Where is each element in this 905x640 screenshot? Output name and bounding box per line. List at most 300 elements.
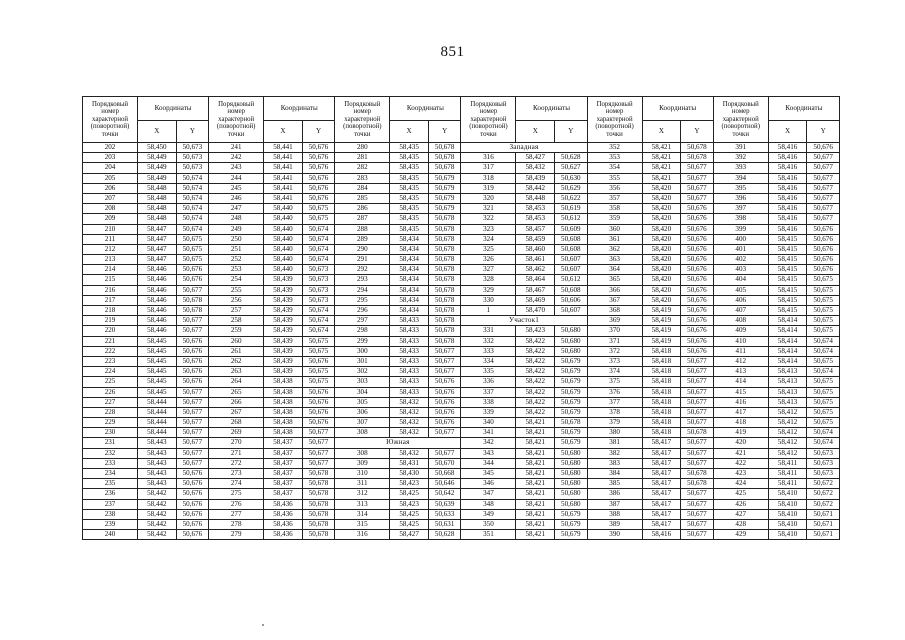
x-coordinate-cell: 58,416	[768, 153, 807, 163]
y-coordinate-cell: 50,678	[176, 295, 209, 305]
point-number-cell: 273	[209, 469, 264, 479]
y-coordinate-cell: 50,678	[428, 306, 461, 316]
x-coordinate-cell: 58,441	[264, 173, 303, 183]
x-coordinate-cell: 58,421	[642, 163, 681, 173]
table-row	[83, 530, 840, 540]
point-number-cell: 410	[713, 336, 768, 346]
y-coordinate-cell: 50,678	[428, 275, 461, 285]
y-coordinate-cell: 50,674	[176, 183, 209, 193]
x-coordinate-cell: 58,415	[768, 295, 807, 305]
y-coordinate-cell: 50,673	[302, 285, 335, 295]
x-coordinate-cell: 58,446	[138, 306, 177, 316]
point-number-cell: 396	[713, 193, 768, 203]
point-number-cell: 238	[83, 509, 138, 519]
header-y: Y	[176, 121, 209, 143]
point-number-cell: 418	[713, 418, 768, 428]
point-number-cell: 371	[587, 336, 642, 346]
point-number-cell: 214	[83, 265, 138, 275]
point-number-cell: 236	[83, 489, 138, 499]
y-coordinate-cell: 50,675	[302, 367, 335, 377]
point-number-cell: 237	[83, 499, 138, 509]
x-coordinate-cell: 58,412	[768, 407, 807, 417]
y-coordinate-cell: 50,677	[428, 448, 461, 458]
point-number-cell: 394	[713, 173, 768, 183]
y-coordinate-cell: 50,677	[681, 356, 714, 366]
point-number-cell: 266	[209, 397, 264, 407]
point-number-cell: 252	[209, 255, 264, 265]
point-number-cell: 383	[587, 458, 642, 468]
y-coordinate-cell: 50,676	[302, 153, 335, 163]
y-coordinate-cell: 50,607	[555, 265, 588, 275]
table-row	[83, 265, 840, 275]
x-coordinate-cell: 58,461	[516, 255, 555, 265]
point-number-cell: 231	[83, 438, 138, 448]
y-coordinate-cell: 50,676	[176, 489, 209, 499]
y-coordinate-cell: 50,675	[176, 234, 209, 244]
x-coordinate-cell: 58,447	[138, 224, 177, 234]
x-coordinate-cell: 58,439	[264, 275, 303, 285]
point-number-cell: 300	[335, 346, 390, 356]
y-coordinate-cell: 50,676	[302, 193, 335, 203]
x-coordinate-cell: 58,437	[264, 438, 303, 448]
y-coordinate-cell: 50,646	[428, 479, 461, 489]
point-number-cell: 412	[713, 356, 768, 366]
point-number-cell: 206	[83, 183, 138, 193]
x-coordinate-cell: 58,445	[138, 336, 177, 346]
x-coordinate-cell: 58,445	[138, 377, 177, 387]
y-coordinate-cell: 50,678	[428, 265, 461, 275]
x-coordinate-cell: 58,440	[264, 214, 303, 224]
point-number-cell: 258	[209, 316, 264, 326]
x-coordinate-cell: 58,446	[138, 326, 177, 336]
y-coordinate-cell: 50,674	[807, 438, 840, 448]
table-header	[83, 97, 840, 143]
point-number-cell: 251	[209, 244, 264, 254]
header-point-number: Порядковый номер характерной (поворотной) точки	[209, 97, 264, 143]
point-number-cell: 277	[209, 509, 264, 519]
y-coordinate-cell: 50,673	[302, 295, 335, 305]
point-number-cell: 380	[587, 428, 642, 438]
y-coordinate-cell: 50,677	[681, 438, 714, 448]
x-coordinate-cell: 58,432	[390, 407, 429, 417]
point-number-cell: 309	[335, 458, 390, 468]
x-coordinate-cell: 58,435	[390, 214, 429, 224]
point-number-cell: 219	[83, 316, 138, 326]
point-number-cell: 357	[587, 193, 642, 203]
table-row	[83, 306, 840, 316]
y-coordinate-cell: 50,678	[302, 519, 335, 529]
y-coordinate-cell: 50,677	[681, 397, 714, 407]
y-coordinate-cell: 50,675	[302, 377, 335, 387]
point-number-cell: 306	[335, 407, 390, 417]
point-number-cell: 240	[83, 530, 138, 540]
y-coordinate-cell: 50,677	[681, 173, 714, 183]
x-coordinate-cell: 58,417	[642, 469, 681, 479]
x-coordinate-cell: 58,414	[768, 346, 807, 356]
x-coordinate-cell: 58,441	[264, 183, 303, 193]
y-coordinate-cell: 50,679	[555, 356, 588, 366]
header-point-number: Порядковый номер характерной (поворотной) точки	[461, 97, 516, 143]
header-x: X	[390, 121, 429, 143]
y-coordinate-cell: 50,674	[176, 224, 209, 234]
y-coordinate-cell: 50,680	[555, 346, 588, 356]
table-row	[83, 397, 840, 407]
x-coordinate-cell: 58,449	[138, 153, 177, 163]
x-coordinate-cell: 58,438	[264, 418, 303, 428]
y-coordinate-cell: 50,674	[807, 367, 840, 377]
y-coordinate-cell: 50,609	[555, 224, 588, 234]
y-coordinate-cell: 50,676	[176, 367, 209, 377]
header-coordinates: Координаты	[768, 97, 839, 121]
x-coordinate-cell: 58,415	[768, 234, 807, 244]
point-number-cell: 210	[83, 224, 138, 234]
table-row	[83, 173, 840, 183]
x-coordinate-cell: 58,420	[642, 214, 681, 224]
x-coordinate-cell: 58,438	[264, 397, 303, 407]
x-coordinate-cell: 58,422	[516, 387, 555, 397]
y-coordinate-cell: 50,676	[807, 255, 840, 265]
point-number-cell: 263	[209, 367, 264, 377]
point-number-cell: 317	[461, 163, 516, 173]
point-number-cell: 417	[713, 407, 768, 417]
x-coordinate-cell: 58,417	[642, 438, 681, 448]
point-number-cell: 202	[83, 143, 138, 153]
y-coordinate-cell: 50,676	[302, 356, 335, 366]
x-coordinate-cell: 58,433	[390, 336, 429, 346]
x-coordinate-cell: 58,434	[390, 234, 429, 244]
x-coordinate-cell: 58,421	[516, 499, 555, 509]
table-row	[83, 204, 840, 214]
point-number-cell: 316	[335, 530, 390, 540]
x-coordinate-cell: 58,433	[390, 316, 429, 326]
table-row	[83, 316, 840, 326]
x-coordinate-cell: 58,416	[768, 183, 807, 193]
point-number-cell: 292	[335, 265, 390, 275]
point-number-cell: 342	[461, 438, 516, 448]
point-number-cell: 424	[713, 479, 768, 489]
point-number-cell: 390	[587, 530, 642, 540]
y-coordinate-cell: 50,677	[176, 326, 209, 336]
point-number-cell: 318	[461, 173, 516, 183]
point-number-cell: 392	[713, 153, 768, 163]
point-number-cell: 1	[461, 306, 516, 316]
y-coordinate-cell: 50,675	[302, 336, 335, 346]
table-row	[83, 458, 840, 468]
table-row	[83, 479, 840, 489]
point-number-cell: 326	[461, 255, 516, 265]
x-coordinate-cell: 58,423	[390, 499, 429, 509]
point-number-cell: 409	[713, 326, 768, 336]
x-coordinate-cell: 58,423	[516, 326, 555, 336]
y-coordinate-cell: 50,679	[555, 509, 588, 519]
point-number-cell: 352	[587, 143, 642, 153]
point-number-cell: 287	[335, 214, 390, 224]
x-coordinate-cell: 58,413	[768, 397, 807, 407]
point-number-cell: 250	[209, 234, 264, 244]
x-coordinate-cell: 58,436	[264, 499, 303, 509]
y-coordinate-cell: 50,678	[428, 336, 461, 346]
point-number-cell: 204	[83, 163, 138, 173]
y-coordinate-cell: 50,673	[302, 265, 335, 275]
y-coordinate-cell: 50,607	[555, 306, 588, 316]
point-number-cell: 227	[83, 397, 138, 407]
x-coordinate-cell: 58,438	[264, 377, 303, 387]
y-coordinate-cell: 50,678	[681, 143, 714, 153]
x-coordinate-cell: 58,446	[138, 295, 177, 305]
y-coordinate-cell: 50,673	[302, 275, 335, 285]
x-coordinate-cell: 58,420	[642, 183, 681, 193]
point-number-cell: 212	[83, 244, 138, 254]
y-coordinate-cell: 50,678	[681, 469, 714, 479]
point-number-cell: 325	[461, 244, 516, 254]
y-coordinate-cell: 50,677	[681, 163, 714, 173]
table-body	[83, 143, 840, 540]
point-number-cell: 359	[587, 214, 642, 224]
y-coordinate-cell: 50,678	[681, 428, 714, 438]
y-coordinate-cell: 50,680	[555, 499, 588, 509]
x-coordinate-cell: 58,421	[516, 519, 555, 529]
point-number-cell: 348	[461, 499, 516, 509]
x-coordinate-cell: 58,419	[642, 306, 681, 316]
x-coordinate-cell: 58,419	[642, 336, 681, 346]
x-coordinate-cell: 58,437	[264, 458, 303, 468]
point-number-cell: 301	[335, 356, 390, 366]
table-row	[83, 499, 840, 509]
y-coordinate-cell: 50,679	[555, 407, 588, 417]
x-coordinate-cell: 58,422	[516, 346, 555, 356]
x-coordinate-cell: 58,446	[138, 275, 177, 285]
point-number-cell: 304	[335, 387, 390, 397]
point-number-cell: 308	[335, 448, 390, 458]
point-number-cell: 285	[335, 193, 390, 203]
y-coordinate-cell: 50,676	[176, 499, 209, 509]
x-coordinate-cell: 58,435	[390, 143, 429, 153]
point-number-cell: 264	[209, 377, 264, 387]
y-coordinate-cell: 50,676	[302, 163, 335, 173]
point-number-cell: 218	[83, 306, 138, 316]
y-coordinate-cell: 50,675	[807, 275, 840, 285]
y-coordinate-cell: 50,612	[555, 214, 588, 224]
point-number-cell: 334	[461, 356, 516, 366]
point-number-cell: 303	[335, 377, 390, 387]
y-coordinate-cell: 50,608	[555, 285, 588, 295]
header-coordinates: Координаты	[390, 97, 461, 121]
x-coordinate-cell: 58,444	[138, 397, 177, 407]
point-number-cell: 423	[713, 469, 768, 479]
point-number-cell: 221	[83, 336, 138, 346]
y-coordinate-cell: 50,676	[681, 224, 714, 234]
y-coordinate-cell: 50,678	[428, 285, 461, 295]
y-coordinate-cell: 50,676	[681, 244, 714, 254]
table-row	[83, 275, 840, 285]
point-number-cell: 235	[83, 479, 138, 489]
y-coordinate-cell: 50,677	[807, 163, 840, 173]
table-row	[83, 448, 840, 458]
table-row	[83, 489, 840, 499]
x-coordinate-cell: 58,438	[264, 407, 303, 417]
point-number-cell: 217	[83, 295, 138, 305]
point-number-cell: 391	[713, 143, 768, 153]
y-coordinate-cell: 50,677	[681, 407, 714, 417]
y-coordinate-cell: 50,676	[807, 234, 840, 244]
point-number-cell: 353	[587, 153, 642, 163]
y-coordinate-cell: 50,678	[302, 509, 335, 519]
y-coordinate-cell: 50,628	[555, 153, 588, 163]
point-number-cell: 332	[461, 336, 516, 346]
y-coordinate-cell: 50,676	[681, 336, 714, 346]
point-number-cell: 346	[461, 479, 516, 489]
x-coordinate-cell: 58,421	[516, 530, 555, 540]
point-number-cell: 337	[461, 387, 516, 397]
y-coordinate-cell: 50,678	[555, 418, 588, 428]
y-coordinate-cell: 50,678	[428, 316, 461, 326]
point-number-cell: 283	[335, 173, 390, 183]
x-coordinate-cell: 58,439	[264, 346, 303, 356]
point-number-cell: 386	[587, 489, 642, 499]
table-row	[83, 183, 840, 193]
y-coordinate-cell: 50,677	[681, 367, 714, 377]
point-number-cell: 376	[587, 387, 642, 397]
x-coordinate-cell: 58,410	[768, 489, 807, 499]
y-coordinate-cell: 50,678	[428, 153, 461, 163]
y-coordinate-cell: 50,676	[681, 346, 714, 356]
y-coordinate-cell: 50,675	[807, 377, 840, 387]
y-coordinate-cell: 50,676	[176, 479, 209, 489]
y-coordinate-cell: 50,676	[302, 418, 335, 428]
y-coordinate-cell: 50,677	[681, 377, 714, 387]
point-number-cell: 362	[587, 244, 642, 254]
point-number-cell: 314	[335, 509, 390, 519]
point-number-cell: 289	[335, 234, 390, 244]
x-coordinate-cell: 58,434	[390, 306, 429, 316]
y-coordinate-cell: 50,678	[428, 224, 461, 234]
header-point-number: Порядковый номер характерной (поворотной) точки	[83, 97, 138, 143]
point-number-cell: 385	[587, 479, 642, 489]
point-number-cell: 272	[209, 458, 264, 468]
x-coordinate-cell: 58,448	[138, 193, 177, 203]
point-number-cell: 358	[587, 204, 642, 214]
y-coordinate-cell: 50,674	[302, 316, 335, 326]
y-coordinate-cell: 50,675	[807, 316, 840, 326]
point-number-cell: 305	[335, 397, 390, 407]
y-coordinate-cell: 50,619	[555, 204, 588, 214]
point-number-cell: 308	[335, 428, 390, 438]
point-number-cell: 211	[83, 234, 138, 244]
table-row	[83, 428, 840, 438]
point-number-cell: 420	[713, 438, 768, 448]
y-coordinate-cell: 50,678	[428, 255, 461, 265]
x-coordinate-cell: 58,418	[642, 397, 681, 407]
y-coordinate-cell: 50,676	[302, 407, 335, 417]
x-coordinate-cell: 58,462	[516, 265, 555, 275]
x-coordinate-cell: 58,444	[138, 407, 177, 417]
y-coordinate-cell: 50,675	[302, 346, 335, 356]
x-coordinate-cell: 58,411	[768, 479, 807, 489]
x-coordinate-cell: 58,411	[768, 469, 807, 479]
point-number-cell: 256	[209, 295, 264, 305]
x-coordinate-cell: 58,415	[768, 265, 807, 275]
x-coordinate-cell: 58,432	[390, 428, 429, 438]
point-number-cell: 404	[713, 275, 768, 285]
point-number-cell: 387	[587, 499, 642, 509]
point-number-cell: 288	[335, 224, 390, 234]
y-coordinate-cell: 50,678	[302, 530, 335, 540]
point-number-cell: 393	[713, 163, 768, 173]
point-number-cell: 422	[713, 458, 768, 468]
x-coordinate-cell: 58,460	[516, 244, 555, 254]
point-number-cell: 372	[587, 346, 642, 356]
header-y: Y	[681, 121, 714, 143]
y-coordinate-cell: 50,674	[302, 326, 335, 336]
x-coordinate-cell: 58,447	[138, 234, 177, 244]
x-coordinate-cell: 58,440	[264, 255, 303, 265]
y-coordinate-cell: 50,676	[302, 173, 335, 183]
point-number-cell: 261	[209, 346, 264, 356]
y-coordinate-cell: 50,677	[176, 438, 209, 448]
y-coordinate-cell: 50,677	[681, 519, 714, 529]
x-coordinate-cell: 58,416	[768, 204, 807, 214]
y-coordinate-cell: 50,675	[807, 356, 840, 366]
y-coordinate-cell: 50,676	[681, 204, 714, 214]
x-coordinate-cell: 58,417	[642, 479, 681, 489]
point-number-cell: 361	[587, 234, 642, 244]
x-coordinate-cell: 58,421	[516, 428, 555, 438]
point-number-cell: 398	[713, 214, 768, 224]
table-row	[83, 244, 840, 254]
x-coordinate-cell: 58,442	[516, 183, 555, 193]
point-number-cell: 224	[83, 367, 138, 377]
table-row	[83, 224, 840, 234]
point-number-cell: 351	[461, 530, 516, 540]
y-coordinate-cell: 50,678	[302, 489, 335, 499]
y-coordinate-cell: 50,676	[428, 407, 461, 417]
point-number-cell: 276	[209, 499, 264, 509]
point-number-cell: 315	[335, 519, 390, 529]
x-coordinate-cell: 58,440	[264, 224, 303, 234]
point-number-cell: 320	[461, 193, 516, 203]
point-number-cell: 429	[713, 530, 768, 540]
y-coordinate-cell: 50,676	[302, 397, 335, 407]
point-number-cell: 260	[209, 336, 264, 346]
y-coordinate-cell: 50,677	[807, 204, 840, 214]
x-coordinate-cell: 58,421	[516, 458, 555, 468]
x-coordinate-cell: 58,420	[642, 204, 681, 214]
y-coordinate-cell: 50,680	[555, 458, 588, 468]
header-coordinates: Координаты	[642, 97, 713, 121]
x-coordinate-cell: 58,439	[264, 306, 303, 316]
x-coordinate-cell: 58,449	[138, 173, 177, 183]
y-coordinate-cell: 50,676	[176, 509, 209, 519]
point-number-cell: 284	[335, 183, 390, 193]
x-coordinate-cell: 58,439	[264, 326, 303, 336]
x-coordinate-cell: 58,441	[264, 163, 303, 173]
y-coordinate-cell: 50,672	[807, 479, 840, 489]
point-number-cell: 279	[209, 530, 264, 540]
x-coordinate-cell: 58,440	[264, 234, 303, 244]
point-number-cell: 395	[713, 183, 768, 193]
y-coordinate-cell: 50,678	[302, 469, 335, 479]
x-coordinate-cell: 58,438	[264, 387, 303, 397]
x-coordinate-cell: 58,437	[264, 448, 303, 458]
point-number-cell: 336	[461, 377, 516, 387]
table-row	[83, 295, 840, 305]
y-coordinate-cell: 50,677	[302, 448, 335, 458]
point-number-cell: 399	[713, 224, 768, 234]
point-number-cell: 425	[713, 489, 768, 499]
x-coordinate-cell: 58,431	[390, 458, 429, 468]
x-coordinate-cell: 58,420	[642, 193, 681, 203]
x-coordinate-cell: 58,440	[264, 265, 303, 275]
